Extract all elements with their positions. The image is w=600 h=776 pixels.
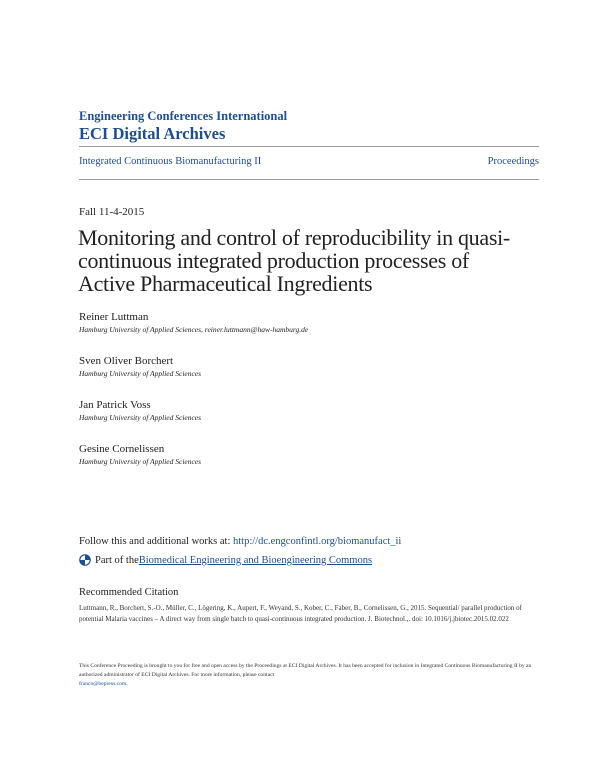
author-entry	[79, 399, 519, 423]
commons-link[interactable]: Biomedical Engineering and Bioengineering Commons	[138, 554, 373, 566]
network-icon	[79, 554, 91, 566]
footer-email-suffix: .	[126, 681, 128, 687]
publication-date: Fall 11-4-2015	[79, 206, 145, 218]
author-entry	[79, 311, 519, 335]
archive-name[interactable]: ECI Digital Archives	[79, 124, 226, 143]
document-title: Monitoring and control of reproducibility in quasi-continuous integrated production processes of Active Pharmaceutical Ingredients	[78, 225, 510, 296]
organization-name[interactable]: Engineering Conferences International	[79, 109, 288, 123]
citation-text: Luttmann, R., Borchert, S.-O., Müller, C., Lögering, K., Aupert, F., Weyand, S., Kober, C., Faber, B., Cornelissen, G., 2015. Sequential/ parallel production of potential Malaria vaccines – A direct way from single batch to quasi-continuous integrated production. J. Biotechnol.,. doi: 10.1016/j.jbiotec.2015.02.022	[79, 604, 522, 623]
repository-header	[79, 109, 287, 144]
author-name: Gesine Cornelissen	[79, 443, 165, 455]
citation-heading: Recommended Citation	[79, 587, 179, 598]
author-name: Reiner Luttman	[79, 311, 149, 323]
author-entry	[79, 355, 519, 379]
author-affiliation: Hamburg University of Applied Sciences	[79, 413, 202, 422]
part-of-line	[79, 554, 372, 566]
part-of-prefix: Part of the	[95, 554, 139, 566]
divider-top	[79, 146, 539, 147]
author-affiliation: Hamburg University of Applied Sciences	[79, 457, 202, 466]
footer-notice	[79, 662, 539, 689]
author-list	[79, 311, 519, 487]
follow-url-link[interactable]: http://dc.engconfintl.org/biomanufact_ii	[233, 536, 402, 547]
divider-bottom	[79, 179, 539, 180]
author-name: Jan Patrick Voss	[79, 399, 151, 411]
author-affiliation: Hamburg University of Applied Sciences	[79, 369, 202, 378]
author-entry	[79, 443, 519, 467]
proceedings-link[interactable]: Proceedings	[487, 156, 539, 167]
footer-text: This Conference Proceeding is brought to you for free and open access by the Proceedings at ECI Digital Archives. It has been accepted for inclusion in Integrated Continuous Biomanufacturing II by an authorized administrator of ECI Digital Archives. For more information, please contact	[79, 663, 532, 678]
author-name: Sven Oliver Borchert	[79, 355, 174, 367]
follow-prefix: Follow this and additional works at:	[79, 536, 233, 547]
author-affiliation: Hamburg University of Applied Sciences, reiner.luttmann@haw-hamburg.de	[79, 325, 309, 334]
contact-email-link[interactable]: franco@bepress.com	[79, 681, 127, 687]
follow-line	[79, 536, 401, 547]
collection-link[interactable]: Integrated Continuous Biomanufacturing II	[79, 156, 262, 167]
